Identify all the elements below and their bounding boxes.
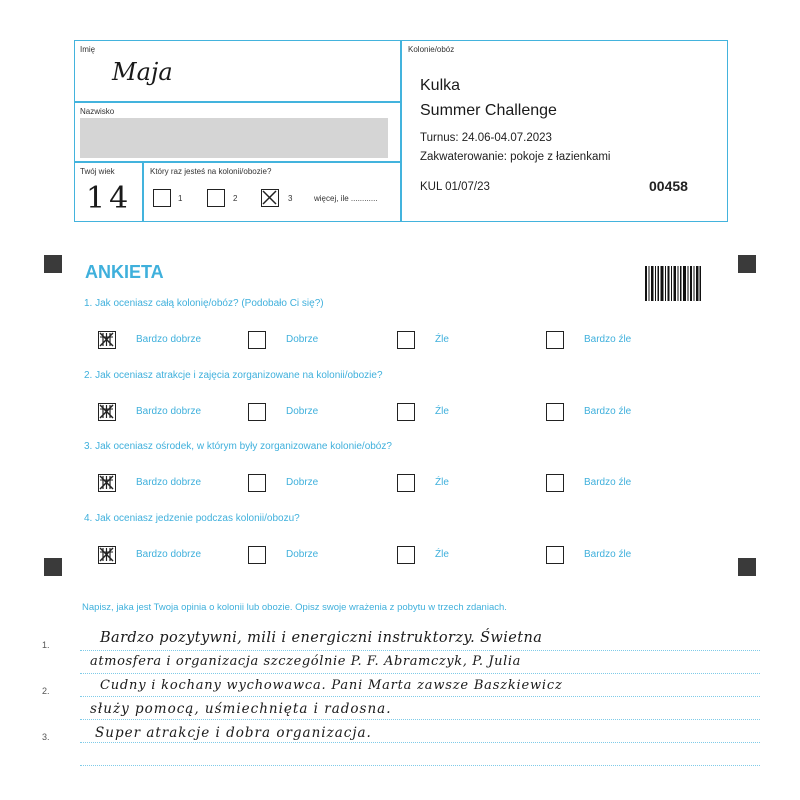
handwritten-line-4: służy pomocą, uśmiechnięta i radosna. [90, 701, 392, 717]
question-2-option-1-label: Bardzo dobrze [136, 406, 202, 417]
question-3-checkbox-3[interactable] [397, 474, 415, 492]
line-number-3: 3. [42, 732, 50, 742]
question-1-text: 1. Jak oceniasz całą kolonię/obóz? (Podobało Ci się?) [84, 298, 324, 309]
question-4-option-3-label: Źle [435, 549, 449, 560]
writing-line-5 [80, 742, 760, 743]
check-scribble-icon [99, 475, 114, 490]
barcode [645, 266, 701, 301]
question-4-option-1-label: Bardzo dobrze [136, 549, 202, 560]
handwritten-line-3: Cudny i kochany wychowawca. Pani Marta zawsze Baszkiewicz [100, 678, 563, 693]
header-divider-row1 [74, 101, 401, 103]
line-number-2: 2. [42, 686, 50, 696]
handwritten-line-2: atmosfera i organizacja szczególnie P. F. Abramczyk, P. Julia [90, 654, 522, 669]
question-3-checkbox-2[interactable] [248, 474, 266, 492]
question-3-option-3-label: Źle [435, 477, 449, 488]
times-option-1: 1 [178, 194, 183, 203]
question-2-checkbox-3[interactable] [397, 403, 415, 421]
times-more: więcej, ile ............ [314, 194, 378, 203]
times-label: Który raz jesteś na kolonii/obozie? [150, 167, 272, 176]
times-option-3: 3 [288, 194, 293, 203]
survey-title: ANKIETA [85, 262, 164, 282]
question-4-checkbox-4[interactable] [546, 546, 564, 564]
question-3-checkbox-1[interactable] [98, 474, 116, 492]
check-scribble-icon [99, 547, 114, 562]
question-1-option-3-label: Źle [435, 334, 449, 345]
question-1-checkbox-2[interactable] [248, 331, 266, 349]
writing-line-6 [80, 765, 760, 766]
camp-code: KUL 01/07/23 [420, 181, 490, 193]
age-label: Twój wiek [80, 167, 115, 176]
writing-line-1 [80, 650, 760, 651]
check-scribble-icon [99, 404, 114, 419]
question-1-checkbox-1[interactable] [98, 331, 116, 349]
camp-accommodation: Zakwaterowanie: pokoje z łazienkami [420, 151, 611, 163]
registration-mark-top-left [44, 255, 62, 273]
surname-redacted [80, 118, 388, 158]
surname-label: Nazwisko [80, 107, 115, 116]
times-checkbox-3[interactable] [261, 189, 279, 207]
question-2-checkbox-4[interactable] [546, 403, 564, 421]
times-option-2: 2 [233, 194, 238, 203]
header-divider-row2 [74, 161, 401, 163]
question-4-option-4-label: Bardzo źle [584, 549, 632, 560]
question-1-option-2-label: Dobrze [286, 334, 319, 345]
question-4-text: 4. Jak oceniasz jedzenie podczas kolonii/obozu? [84, 513, 300, 524]
writing-line-4 [80, 719, 760, 720]
question-2-text: 2. Jak oceniasz atrakcje i zajęcia zorganizowane na kolonii/obozie? [84, 370, 383, 381]
camp-number: 00458 [649, 178, 688, 194]
camp-label: Kolonie/obóz [408, 45, 455, 54]
registration-mark-bottom-right [738, 558, 756, 576]
question-1-checkbox-3[interactable] [397, 331, 415, 349]
writing-line-2 [80, 673, 760, 674]
times-checkbox-2[interactable] [207, 189, 225, 207]
question-4-checkbox-2[interactable] [248, 546, 266, 564]
writing-line-3 [80, 696, 760, 697]
handwritten-line-5: Super atrakcje i dobra organizacja. [95, 725, 372, 741]
question-2-checkbox-2[interactable] [248, 403, 266, 421]
age-value[interactable]: 14 [86, 181, 133, 216]
question-1-option-4-label: Bardzo źle [584, 334, 632, 345]
times-checkbox-1[interactable] [153, 189, 171, 207]
question-4-checkbox-3[interactable] [397, 546, 415, 564]
camp-name: Kulka [420, 77, 461, 94]
camp-turnus: Turnus: 24.06-04.07.2023 [420, 132, 552, 144]
question-3-option-2-label: Dobrze [286, 477, 319, 488]
name-value[interactable]: Maja [112, 58, 173, 86]
question-1-checkbox-4[interactable] [546, 331, 564, 349]
opinion-prompt: Napisz, jaka jest Twoja opinia o kolonii lub obozie. Opisz swoje wrażenia z pobytu w trzech zdaniach. [82, 602, 507, 613]
question-3-option-1-label: Bardzo dobrze [136, 477, 202, 488]
line-number-1: 1. [42, 640, 50, 650]
question-3-option-4-label: Bardzo źle [584, 477, 632, 488]
question-4-checkbox-1[interactable] [98, 546, 116, 564]
camp-subtitle: Summer Challenge [420, 102, 557, 119]
name-label: Imię [80, 45, 96, 54]
question-2-checkbox-1[interactable] [98, 403, 116, 421]
header-divider-age [142, 161, 144, 222]
question-2-option-2-label: Dobrze [286, 406, 319, 417]
question-1-option-1-label: Bardzo dobrze [136, 334, 202, 345]
check-x-icon [262, 190, 277, 205]
question-3-checkbox-4[interactable] [546, 474, 564, 492]
registration-mark-bottom-left [44, 558, 62, 576]
question-4-option-2-label: Dobrze [286, 549, 319, 560]
header-divider-vertical [400, 40, 402, 222]
registration-mark-top-right [738, 255, 756, 273]
question-3-text: 3. Jak oceniasz ośrodek, w którym były zorganizowane kolonie/obóz? [84, 441, 392, 452]
check-scribble-icon [99, 332, 114, 347]
handwritten-line-1: Bardzo pozytywni, mili i energiczni instruktorzy. Świetna [100, 630, 543, 646]
question-2-option-4-label: Bardzo źle [584, 406, 632, 417]
question-2-option-3-label: Źle [435, 406, 449, 417]
